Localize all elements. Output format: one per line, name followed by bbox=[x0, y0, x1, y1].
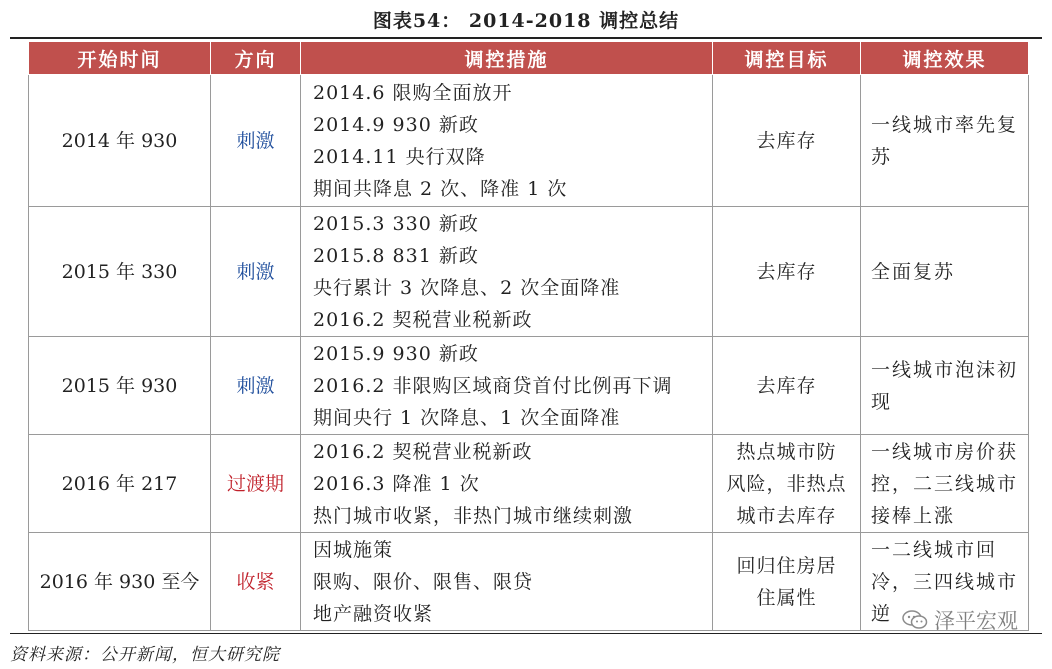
effect-cell bbox=[861, 337, 1029, 435]
header-measures: 调控措施 bbox=[301, 42, 713, 75]
start-time-cell: 2014 年 930 bbox=[29, 75, 211, 207]
wechat-icon bbox=[902, 610, 928, 630]
goal-line: 去库存 bbox=[756, 260, 817, 283]
goal-line: 住属性 bbox=[756, 586, 817, 609]
table-row bbox=[29, 337, 1029, 435]
measure-line: 2014.6 限购全面放开 bbox=[313, 81, 513, 104]
goal-line: 热点城市防 bbox=[736, 440, 837, 463]
measure-line: 2016.2 非限购区域商贷首付比例再下调 bbox=[313, 374, 673, 397]
watermark-text: 泽平宏观 bbox=[934, 609, 1018, 633]
measure-line: 地产融资收紧 bbox=[313, 602, 434, 625]
table-header-row bbox=[29, 42, 1029, 75]
table-row bbox=[29, 207, 1029, 337]
measure-line: 2016.2 契税营业税新政 bbox=[313, 440, 533, 463]
measures-cell bbox=[301, 533, 713, 631]
direction-cell: 刺激 bbox=[211, 207, 301, 337]
effect-line: 一线城市率先复 bbox=[871, 113, 1019, 136]
start-time-cell: 2015 年 330 bbox=[29, 207, 211, 337]
header-direction: 方向 bbox=[211, 42, 301, 75]
measure-line: 2015.8 831 新政 bbox=[313, 244, 479, 267]
measure-line: 限购、限价、限售、限贷 bbox=[313, 570, 534, 593]
effect-line: 全面复苏 bbox=[871, 260, 956, 283]
measures-cell bbox=[301, 435, 713, 533]
effect-line: 一线城市泡沫初 bbox=[871, 358, 1019, 381]
table-row bbox=[29, 75, 1029, 207]
direction-cell: 刺激 bbox=[211, 75, 301, 207]
effect-line: 接棒上涨 bbox=[871, 504, 956, 527]
policy-summary-table bbox=[28, 41, 1029, 631]
goal-cell bbox=[713, 435, 861, 533]
effect-line: 逆 bbox=[871, 602, 893, 625]
goal-cell bbox=[713, 75, 861, 207]
effect-cell bbox=[861, 435, 1029, 533]
measures-cell bbox=[301, 75, 713, 207]
measure-line: 2014.11 央行双降 bbox=[313, 145, 486, 168]
direction-cell: 过渡期 bbox=[211, 435, 301, 533]
table-row bbox=[29, 435, 1029, 533]
measures-cell bbox=[301, 207, 713, 337]
measures-cell bbox=[301, 337, 713, 435]
effect-cell bbox=[861, 75, 1029, 207]
measure-line: 2014.9 930 新政 bbox=[313, 113, 479, 136]
goal-cell bbox=[713, 207, 861, 337]
goal-cell bbox=[713, 533, 861, 631]
source-note: 资料来源：公开新闻，恒大研究院 bbox=[10, 645, 280, 665]
measure-line: 2016.2 契税营业税新政 bbox=[313, 308, 533, 331]
table-row bbox=[29, 533, 1029, 631]
direction-cell: 收紧 bbox=[211, 533, 301, 631]
top-rule bbox=[10, 37, 1042, 39]
direction-cell: 刺激 bbox=[211, 337, 301, 435]
start-time-cell: 2016 年 217 bbox=[29, 435, 211, 533]
goal-line: 去库存 bbox=[756, 129, 817, 152]
goal-line: 风险，非热点 bbox=[726, 472, 847, 495]
measure-line: 2015.9 930 新政 bbox=[313, 342, 479, 365]
effect-line: 冷，三四线城市 bbox=[871, 570, 1019, 593]
effect-line: 控，二三线城市 bbox=[871, 472, 1019, 495]
header-effect: 调控效果 bbox=[861, 42, 1029, 75]
header-start-time: 开始时间 bbox=[29, 42, 211, 75]
goal-line: 回归住房居 bbox=[736, 554, 837, 577]
goal-cell bbox=[713, 337, 861, 435]
measure-line: 2015.3 330 新政 bbox=[313, 212, 479, 235]
watermark bbox=[902, 605, 1018, 635]
measure-line: 央行累计 3 次降息、2 次全面降准 bbox=[313, 276, 621, 299]
start-time-cell: 2016 年 930 至今 bbox=[29, 533, 211, 631]
bottom-rule bbox=[10, 633, 1042, 634]
effect-line: 现 bbox=[871, 390, 893, 413]
effect-line: 苏 bbox=[871, 145, 893, 168]
effect-line: 一线城市房价获 bbox=[871, 440, 1019, 463]
effect-line: 一二线城市回 bbox=[871, 538, 998, 561]
goal-line: 去库存 bbox=[756, 374, 817, 397]
measure-line: 因城施策 bbox=[313, 538, 394, 561]
figure-title: 图表54： 2014-2018 调控总结 bbox=[372, 10, 680, 32]
start-time-cell: 2015 年 930 bbox=[29, 337, 211, 435]
measure-line: 期间央行 1 次降息、1 次全面降准 bbox=[313, 406, 621, 429]
measure-line: 2016.3 降准 1 次 bbox=[313, 472, 480, 495]
measure-line: 热门城市收紧，非热门城市继续刺激 bbox=[313, 504, 634, 527]
header-goal: 调控目标 bbox=[713, 42, 861, 75]
measure-line: 期间共降息 2 次、降准 1 次 bbox=[313, 177, 568, 200]
goal-line: 城市去库存 bbox=[736, 504, 837, 527]
effect-cell bbox=[861, 207, 1029, 337]
